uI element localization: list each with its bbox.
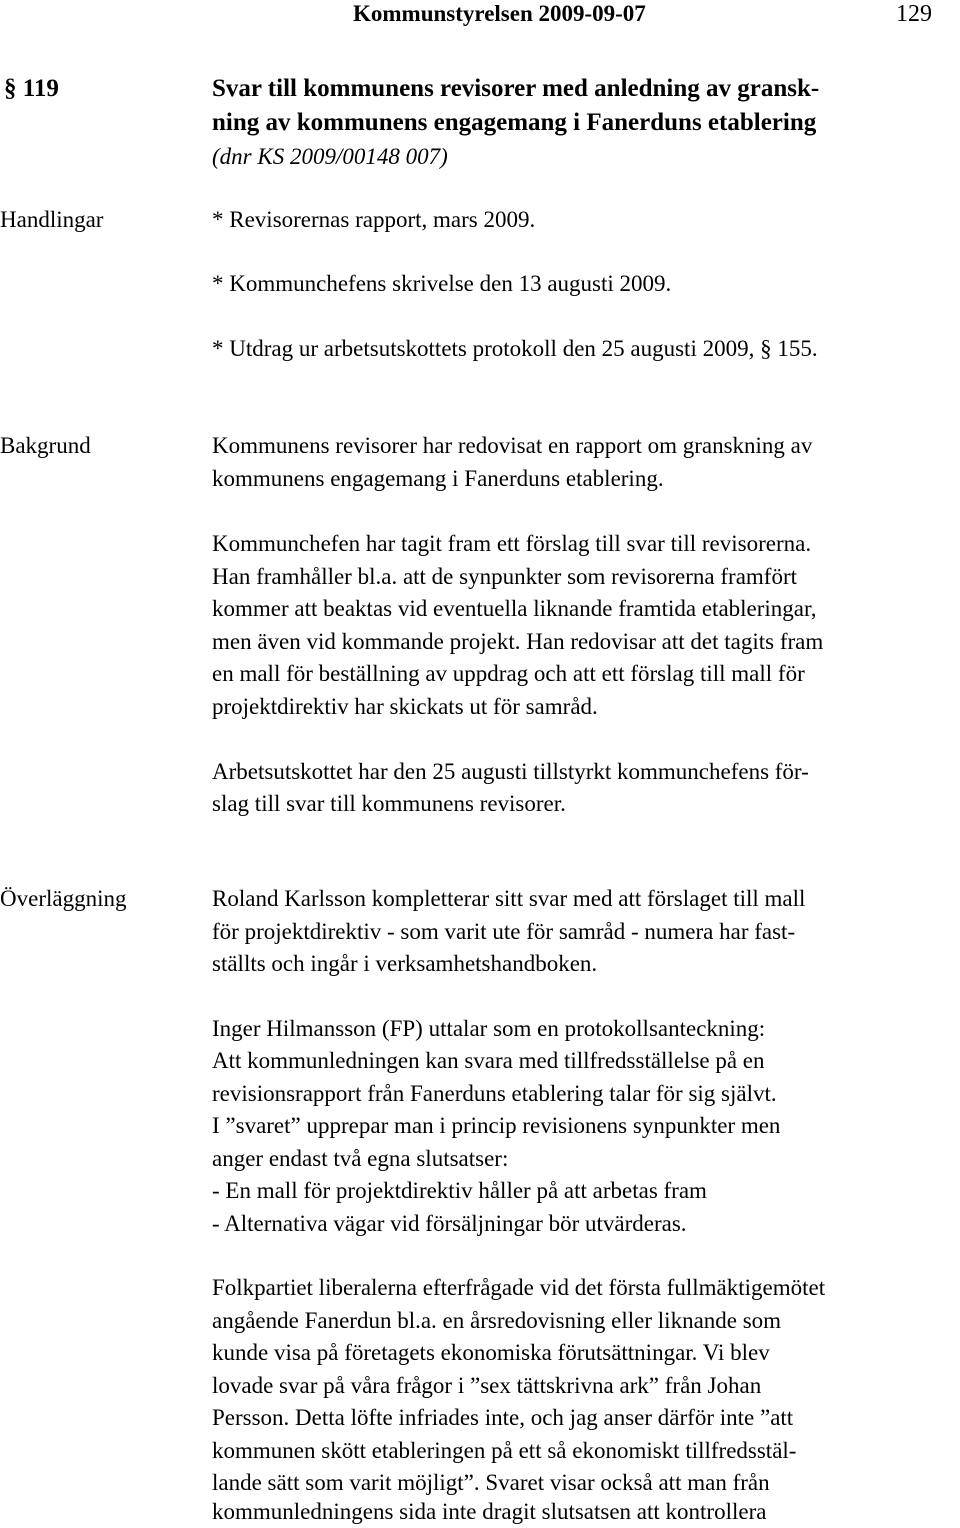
overlaggning-text-line: kunde visa på företagets ekonomiska förutsättningar. Vi blev (212, 1340, 770, 1365)
handling-item: * Utdrag ur arbetsutskottets protokoll den 25 augusti 2009, § 155. (212, 336, 818, 361)
overlaggning-text-line: I ”svaret” upprepar man i princip revisionens synpunkter men (212, 1113, 781, 1138)
overlaggning-text-line: för projektdirektiv - som varit ute för samråd - numera har fast- (212, 919, 796, 944)
bakgrund-text-line: kommunens engagemang i Fanerduns etablering. (212, 466, 664, 491)
overlaggning-text-line: kommunen skött etableringen på ett så ekonomiskt tillfredsstäl- (212, 1438, 797, 1463)
overlaggning-text-line: lande sätt som varit möjligt”. Svaret visar också att man från (212, 1470, 770, 1495)
overlaggning-text-line: revisionsrapport från Fanerduns etablering talar för sig självt. (212, 1081, 777, 1106)
overlaggning-text-line: Folkpartiet liberalerna efterfrågade vid det första fullmäktigemötet (212, 1275, 826, 1300)
overlaggning-text-line: - Alternativa vägar vid försäljningar bör utvärderas. (212, 1211, 687, 1236)
overlaggning-text-line: Persson. Detta löfte infriades inte, och jag anser därför inte ”att (212, 1405, 794, 1430)
bakgrund-text-line: Kommunens revisorer har redovisat en rapport om granskning av (212, 433, 813, 458)
overlaggning-text-line: ställts och ingår i verksamhetshandboken. (212, 951, 598, 976)
bakgrund-text-line: Han framhåller bl.a. att de synpunkter som revisorerna framfört (212, 564, 798, 589)
overlaggning-text-line: Att kommunledningen kan svara med tillfredsställelse på en (212, 1048, 765, 1073)
bakgrund-text-line: kommer att beaktas vid eventuella liknande framtida etableringar, (212, 596, 817, 621)
handling-item: * Revisorernas rapport, mars 2009. (212, 207, 536, 232)
bakgrund-text-line: Arbetsutskottet har den 25 augusti tillstyrkt kommunchefens för- (212, 759, 809, 784)
item-title-line-1: Svar till kommunens revisorer med anledning av gransk- (212, 75, 820, 102)
overlaggning-text-line: kommunledningens sida inte dragit slutsatsen att kontrollera (212, 1499, 767, 1524)
overlaggning-text-line: Roland Karlsson kompletterar sitt svar med att förslaget till mall (212, 886, 806, 911)
overlaggning-text-line: angående Fanerdun bl.a. en årsredovisning eller liknande som (212, 1308, 782, 1333)
page-number: 129 (896, 1, 932, 27)
item-reference: (dnr KS 2009/00148 007) (212, 144, 448, 169)
overlaggning-text-line: lovade svar på våra frågor i ”sex tättskrivna ark” från Johan (212, 1373, 762, 1398)
overlaggning-text-line: anger endast två egna slutsatser: (212, 1146, 509, 1171)
overlaggning-label: Överläggning (0, 886, 127, 911)
overlaggning-text-line: Inger Hilmansson (FP) uttalar som en protokollsanteckning: (212, 1016, 766, 1041)
item-title-line-2: ning av kommunens engagemang i Fanerduns etablering (212, 109, 817, 136)
bakgrund-text-line: slag till svar till kommunens revisorer. (212, 791, 566, 816)
bakgrund-text-line: en mall för beställning av uppdrag och att ett förslag till mall för (212, 661, 805, 686)
meeting-header: Kommunstyrelsen 2009-09-07 (353, 1, 646, 26)
item-number: § 119 (4, 75, 59, 102)
bakgrund-text-line: projektdirektiv har skickats ut för samråd. (212, 694, 598, 719)
handlingar-label: Handlingar (0, 207, 104, 232)
handling-item: * Kommunchefens skrivelse den 13 augusti 2009. (212, 271, 672, 296)
bakgrund-text-line: men även vid kommande projekt. Han redovisar att det tagits fram (212, 629, 824, 654)
overlaggning-text-line: - En mall för projektdirektiv håller på att arbetas fram (212, 1178, 707, 1203)
bakgrund-label: Bakgrund (0, 433, 91, 458)
bakgrund-text-line: Kommunchefen har tagit fram ett förslag till svar till revisorerna. (212, 531, 812, 556)
